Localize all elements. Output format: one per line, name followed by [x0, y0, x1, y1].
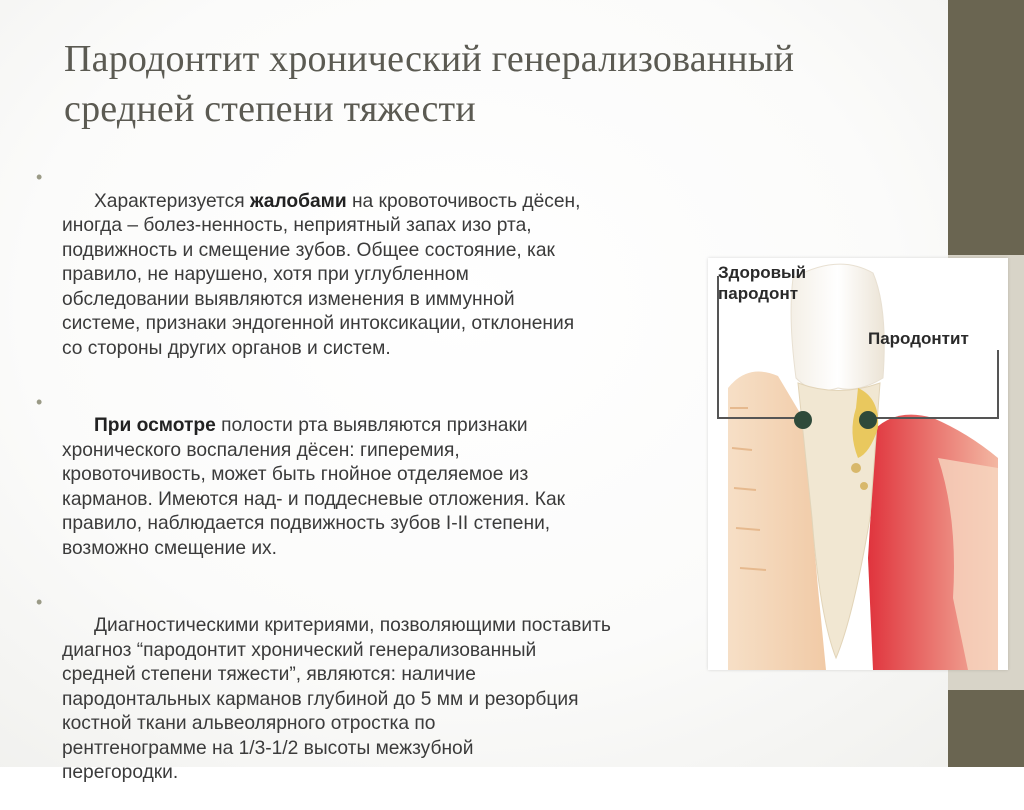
bullet-line-text: обследовании выявляются изменения в иммунной [62, 289, 515, 310]
bullet-line-text: полости рта выявляются признаки [216, 415, 528, 436]
bullet-dot-icon: • [36, 590, 42, 615]
bullet-line-text: кровоточивость, может быть гнойное отделяемое из [62, 464, 528, 485]
bullet-list [36, 165, 708, 725]
bullet-emphasis-text: При осмотре [94, 415, 216, 436]
label-periodontitis: Пародонтит [868, 328, 969, 349]
bullet-line-text: Характеризуется [94, 191, 250, 212]
bullet-line-text: системе, признаки эндогенной интоксикации, отклонения [62, 313, 574, 334]
bullet-item-examination [36, 390, 708, 586]
bullet-line-text: на кровоточивость дёсен, [347, 191, 581, 212]
bullet-line-text: со стороны других органов и систем. [62, 338, 391, 359]
disease-pointer-dot [859, 411, 877, 429]
disease-pointer-line [868, 350, 998, 418]
periodontitis-illustration [708, 258, 1008, 670]
bullet-item-criteria [36, 590, 708, 810]
bullet-text [62, 415, 565, 559]
bullet-emphasis-text: жалобами [250, 191, 347, 212]
bullet-line-text: пародонтальных карманов глубиной до 5 мм и резорбция [62, 689, 579, 710]
bullet-text [62, 615, 611, 783]
bullet-line-text: подвижность и смещение зубов. Общее состояние, как [62, 240, 555, 261]
bullet-line-text: правило, наблюдается подвижность зубов I-II степени, [62, 513, 550, 534]
tooth-diagram [708, 258, 1008, 670]
deposit-dot [851, 463, 861, 473]
bullet-line-text: костной ткани альвеолярного отростка по [62, 713, 435, 734]
bullet-line-text: хронического воспаления дёсен: гиперемия, [62, 440, 460, 461]
deposit-dot [860, 482, 868, 490]
bullet-item-complaints [36, 165, 708, 386]
bullet-line-text: диагноз “пародонтит хронический генерализованный [62, 640, 536, 661]
bullet-line-text: рентгенограмме на 1/3-1/2 высоты межзубной [62, 738, 473, 759]
bullet-line-text: средней степени тяжести”, являются: наличие [62, 664, 476, 685]
bullet-line-text: Диагностическими критериями, позволяющими поставить [94, 615, 611, 636]
bullet-dot-icon: • [36, 390, 42, 415]
bullet-line-text: перегородки. [62, 762, 178, 783]
healthy-pointer-dot [794, 411, 812, 429]
label-healthy-periodontium: Здоровый пародонт [718, 262, 806, 304]
bullet-line-text: карманов. Имеются над- и поддесневые отложения. Как [62, 489, 565, 510]
bullet-line-text: правило, не нарушено, хотя при углубленном [62, 264, 469, 285]
bullet-line-text: возможно смещение их. [62, 538, 277, 559]
bullet-dot-icon: • [36, 165, 42, 190]
bullet-text [62, 191, 580, 359]
bullet-line-text: иногда – болез-ненность, неприятный запах изо рта, [62, 215, 532, 236]
slide-title: Пародонтит хронический генерализованный средней степени тяжести [64, 34, 964, 134]
